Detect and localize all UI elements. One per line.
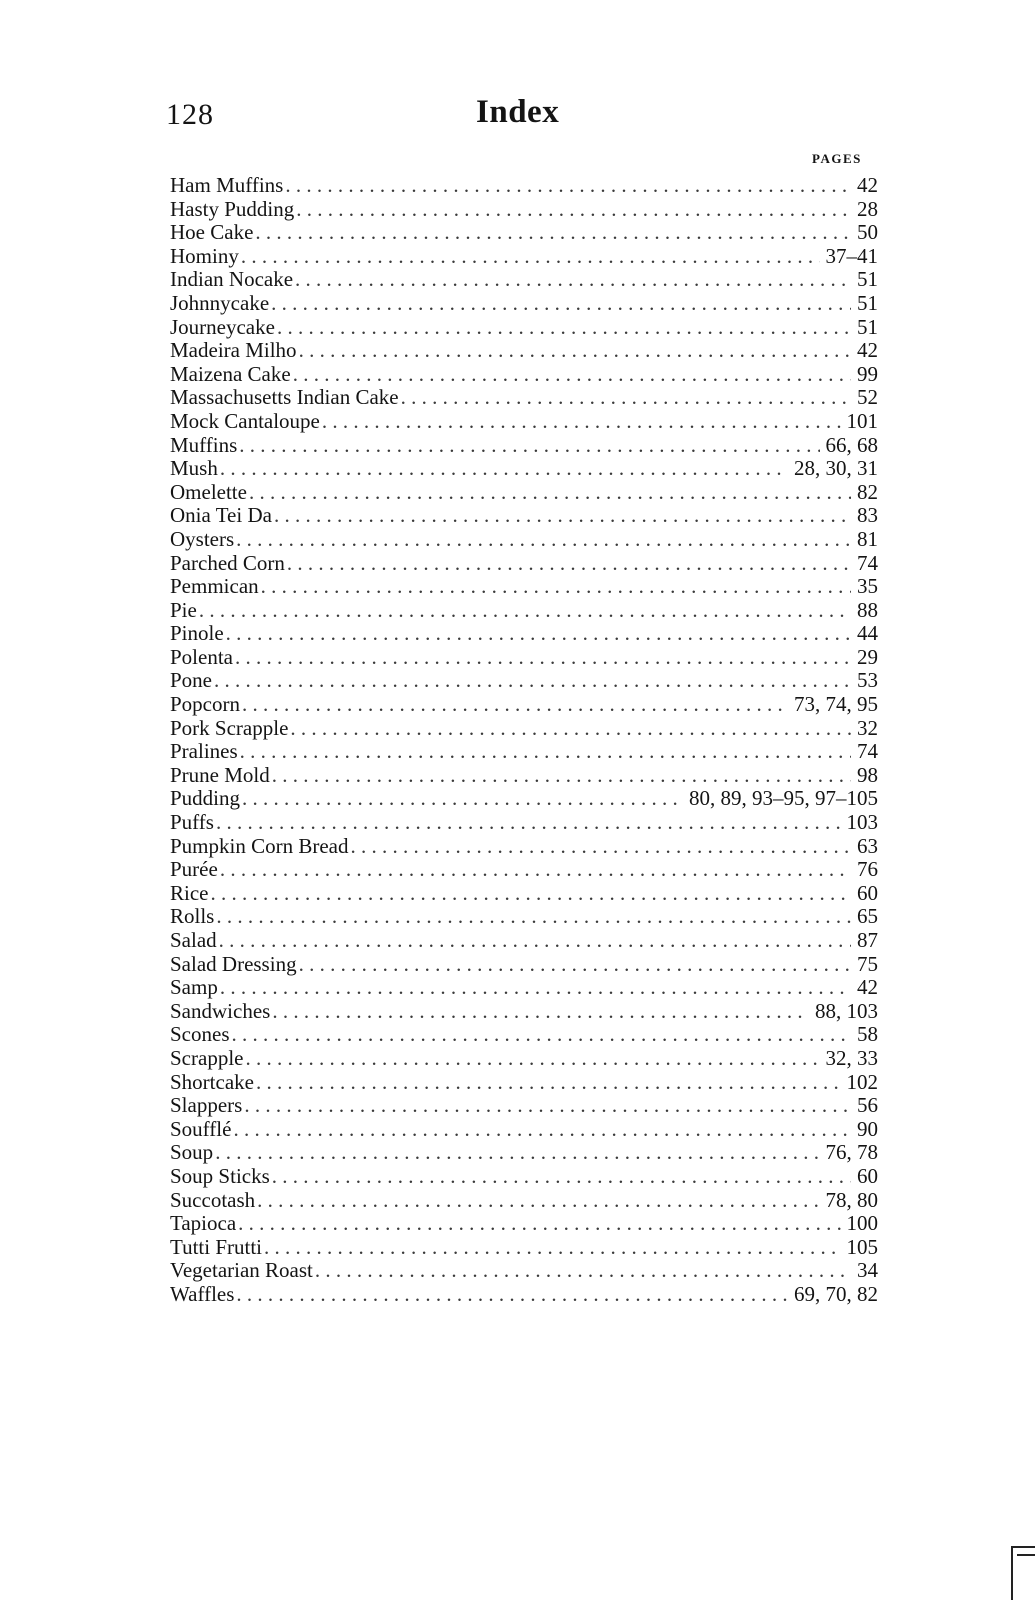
page-reference: 76, 78 [825,1140,878,1165]
index-entry [170,646,878,670]
index-entry [170,1118,878,1142]
page-reference: 65 [857,904,878,929]
dot-leader [290,717,851,741]
dot-leader [236,528,851,552]
dot-leader [351,835,852,859]
dot-leader [285,174,851,198]
index-entry [170,481,878,505]
index-entry [170,528,878,552]
index-entry [170,268,878,292]
dot-leader [295,268,851,292]
dot-leader [242,787,683,811]
dot-leader [277,316,851,340]
index-entry [170,386,878,410]
page-reference: 53 [857,668,878,693]
page-title: Index [476,94,560,130]
page-reference: 60 [857,880,878,905]
dot-leader [272,764,851,788]
page-reference: 56 [857,1093,878,1118]
dot-leader [272,1000,809,1024]
index-entry [170,976,878,1000]
dot-leader [239,434,819,458]
index-entry [170,1023,878,1047]
index-entry [170,1000,878,1024]
page-edge-mark [1011,1546,1035,1600]
page-reference: 81 [857,526,878,551]
page-reference: 80, 89, 93–95, 97–105 [689,786,878,811]
page-reference: 69, 70, 82 [794,1281,878,1306]
page-reference: 98 [857,762,878,787]
index-entry [170,905,878,929]
page-reference: 32 [857,715,878,740]
index-entry [170,1047,878,1071]
index-term: Madeira Milho [170,338,297,363]
index-entry [170,316,878,340]
index-term: Johnnycake [170,290,270,315]
dot-leader [293,363,851,387]
index-entry [170,221,878,245]
pages-column-label: PAGES [812,151,862,166]
index-entry [170,1165,878,1189]
index-entry [170,599,878,623]
dot-leader [274,504,851,528]
index-term: Waffles [170,1281,235,1306]
dot-leader [240,740,851,764]
page-reference: 42 [857,338,878,363]
index-term: Hasty Pudding [170,196,295,221]
index-term: Oysters [170,526,235,551]
index-entry [170,835,878,859]
index-term: Succotash [170,1187,256,1212]
dot-leader [264,1236,840,1260]
dot-leader [220,858,851,882]
index-term: Pinole [170,621,224,646]
page-reference: 51 [857,267,878,292]
index-term: Slappers [170,1093,243,1118]
index-entry [170,693,878,717]
page-reference: 101 [846,408,878,433]
index-term: Salad [170,928,217,952]
index-entry [170,953,878,977]
index-entry [170,858,878,882]
page-reference: 88 [857,597,878,622]
index-term: Sandwiches [170,998,271,1023]
page-reference: 99 [857,361,878,386]
dot-leader [271,292,851,316]
page-reference: 100 [846,1211,878,1236]
page-reference: 58 [857,1022,878,1047]
dot-leader [261,575,851,599]
index-term: Omelette [170,479,247,504]
dot-leader [272,1165,851,1189]
dot-leader [242,693,788,717]
index-entry [170,1189,878,1213]
index-term: Salad Dressing [170,951,297,976]
dot-leader [216,905,851,929]
page-reference: 52 [857,385,878,410]
index-term: Massachusetts Indian Cake [170,385,399,410]
index-entry [170,504,878,528]
index-term: Indian Nocake [170,267,294,292]
index-entry [170,764,878,788]
index-term: Rolls [170,904,215,929]
page-reference: 74 [857,550,878,575]
index-entry [170,1141,878,1165]
dot-leader [214,669,851,693]
index-term: Parched Corn [170,550,285,575]
index-entry [170,717,878,741]
index-entry [170,174,878,198]
page-reference: 51 [857,290,878,315]
page-reference: 75 [857,951,878,976]
page-reference: 34 [857,1258,878,1283]
dot-leader [215,1141,819,1165]
page-reference: 42 [857,173,878,197]
page-reference: 105 [846,1234,878,1259]
index-term: Pemmican [170,574,259,599]
index-term: Soufflé [170,1116,232,1141]
index-entry [170,622,878,646]
dot-leader [249,481,851,505]
dot-leader [244,1094,851,1118]
index-term: Ham Muffins [170,173,284,197]
page-reference: 44 [857,621,878,646]
page-reference: 51 [857,314,878,339]
index-term: Tapioca [170,1211,237,1236]
index-entry [170,1071,878,1095]
index-entry [170,1259,878,1283]
index-term: Shortcake [170,1069,254,1094]
page-reference: 50 [857,220,878,245]
dot-leader [296,198,851,222]
index-term: Journeycake [170,314,275,339]
page-reference: 73, 74, 95 [794,692,878,717]
page-number: 128 [166,98,214,131]
index-term: Hoe Cake [170,220,254,245]
page-reference: 32, 33 [825,1045,878,1070]
dot-leader [245,1047,819,1071]
index-entry [170,740,878,764]
index-entry [170,1212,878,1236]
page-reference: 83 [857,503,878,528]
index-entry [170,811,878,835]
index-entry-list [170,174,878,1307]
page-reference: 35 [857,574,878,599]
index-entry [170,929,878,953]
index-entry [170,457,878,481]
index-term: Purée [170,857,218,882]
index-term: Popcorn [170,692,240,717]
index-entry [170,882,878,906]
dot-leader [241,245,820,269]
dot-leader [235,646,851,670]
page-reference: 78, 80 [825,1187,878,1212]
dot-leader [401,386,851,410]
dot-leader [299,339,851,363]
dot-leader [315,1259,851,1283]
index-term: Mush [170,456,218,481]
page-reference: 60 [857,1163,878,1188]
dot-leader [233,1118,851,1142]
index-entry [170,1283,878,1307]
dot-leader [220,976,851,1000]
index-term: Hominy [170,243,239,268]
dot-leader [256,1071,841,1095]
index-term: Mock Cantaloupe [170,408,320,433]
index-entry [170,363,878,387]
index-term: Scrapple [170,1045,244,1070]
dot-leader [232,1023,852,1047]
page-reference: 87 [857,928,878,952]
index-term: Maizena Cake [170,361,291,386]
dot-leader [238,1212,840,1236]
page-reference: 29 [857,644,878,669]
index-term: Rice [170,880,209,905]
dot-leader [220,457,788,481]
dot-leader [322,410,841,434]
index-entry [170,1236,878,1260]
index-entry [170,669,878,693]
index-entry [170,552,878,576]
dot-leader [257,1189,819,1213]
index-term: Muffins [170,432,238,457]
dot-leader [199,599,851,623]
index-entry [170,292,878,316]
page-reference: 28 [857,196,878,221]
index-term: Soup [170,1140,214,1165]
index-entry [170,1094,878,1118]
index-term: Pone [170,668,212,693]
page-reference: 82 [857,479,878,504]
index-entry [170,575,878,599]
page-reference: 63 [857,833,878,858]
index-term: Tutti Frutti [170,1234,263,1259]
page-reference: 28, 30, 31 [794,456,878,481]
dot-leader [210,882,851,906]
index-entry [170,787,878,811]
dot-leader [255,221,851,245]
dot-leader [226,622,851,646]
page-reference: 88, 103 [815,998,878,1023]
dot-leader [287,552,851,576]
dot-leader [219,929,851,953]
index-term: Samp [170,975,218,1000]
index-term: Pie [170,597,197,622]
index-term: Pork Scrapple [170,715,289,740]
index-entry [170,434,878,458]
index-entry [170,245,878,269]
page-reference: 37–41 [825,243,878,268]
page-reference: 74 [857,739,878,764]
index-term: Pudding [170,786,241,811]
index-entry [170,410,878,434]
index-term: Scones [170,1022,230,1047]
index-term: Soup Sticks [170,1163,270,1188]
index-term: Pumpkin Corn Bread [170,833,349,858]
index-term: Onia Tei Da [170,503,272,528]
index-entry [170,198,878,222]
page-reference: 66, 68 [825,432,878,457]
dot-leader [299,953,851,977]
index-entry [170,339,878,363]
page-reference: 103 [846,810,878,835]
page-reference: 42 [857,975,878,1000]
index-term: Puffs [170,810,214,835]
dot-leader [236,1283,788,1307]
page-reference: 102 [846,1069,878,1094]
index-term: Prune Mold [170,762,270,787]
index-term: Polenta [170,644,233,669]
index-term: Vegetarian Roast [170,1258,313,1283]
page-reference: 76 [857,857,878,882]
dot-leader [216,811,841,835]
index-term: Pralines [170,739,238,764]
page-reference: 90 [857,1116,878,1141]
